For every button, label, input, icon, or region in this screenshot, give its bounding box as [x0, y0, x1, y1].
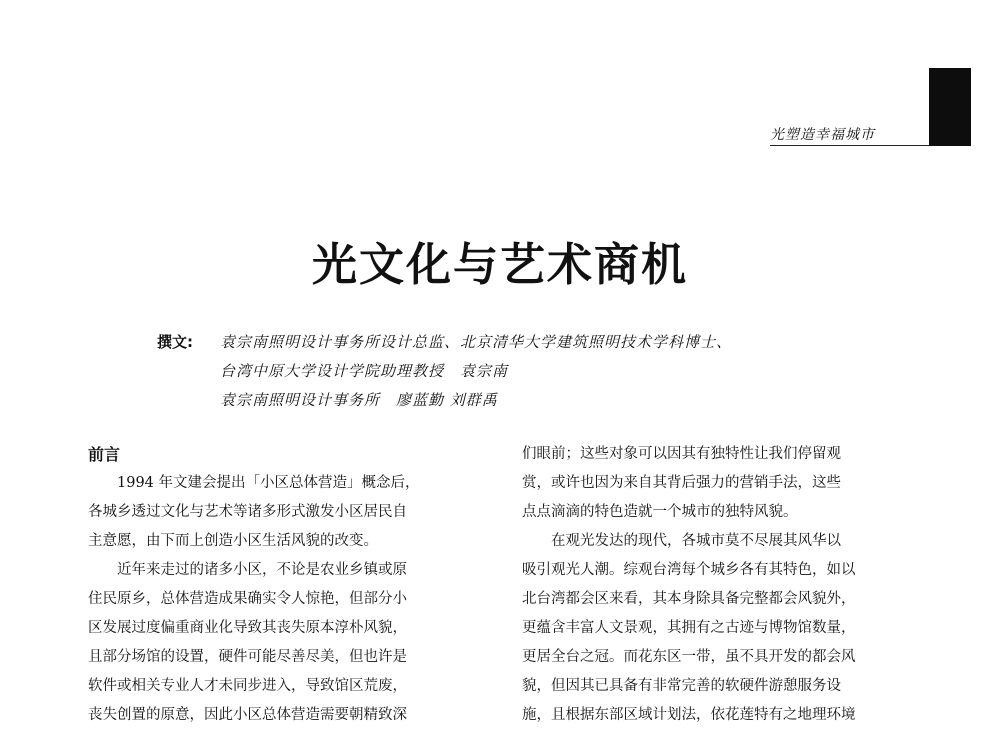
- article-title: 光文化与艺术商机: [311, 238, 688, 291]
- author-line-1: 袁宗南照明设计事务所设计总监、北京清华大学建筑照明技术学科博士、: [220, 333, 733, 351]
- body-line: 吸引观光人潮。综观台湾每个城乡各有其特色，如以: [522, 562, 856, 578]
- body-line: 貌，但因其已具备有非常完善的软硬件游憩服务设: [522, 678, 841, 694]
- body-line: 软件或相关专业人才未同步进入，导致馆区荒废，: [88, 678, 407, 694]
- body-line: 在观光发达的现代，各城市莫不尽展其风华以: [522, 533, 841, 549]
- body-line: 们眼前；这些对象可以因其有独特性让我们停留观: [522, 446, 841, 462]
- body-line: 各城乡透过文化与艺术等诸多形式激发小区居民自: [88, 504, 407, 520]
- body-line: 丧失创置的原意，因此小区总体营造需要朝精致深: [88, 707, 407, 723]
- body-line: 点点滴滴的特色造就一个城市的独特风貌。: [522, 504, 798, 520]
- running-header-title: 光塑造幸福城市: [770, 127, 875, 143]
- body-line: 更居全台之冠。而花东区一带，虽不具开发的都会风: [522, 649, 856, 665]
- section-heading: 前言: [88, 445, 121, 464]
- author-line-2: 台湾中原大学设计学院助理教授 袁宗南: [220, 362, 509, 380]
- author-label: 撰文:: [157, 333, 193, 351]
- header-rule: [770, 145, 930, 146]
- body-line: 近年来走过的诸多小区，不论是农业乡镇或原: [88, 562, 407, 578]
- body-line: 北台湾都会区来看，其本身除具备完整都会风貌外，: [522, 591, 856, 607]
- author-line-3: 袁宗南照明设计事务所 廖蓝勤 刘群禹: [220, 391, 498, 409]
- right-column: [522, 440, 927, 730]
- left-column: [88, 440, 498, 730]
- body-line: 住民原乡，总体营造成果确实令人惊艳，但部分小: [88, 591, 407, 607]
- body-line: 主意愿，由下而上创造小区生活风貌的改变。: [88, 533, 378, 549]
- body-line: 更蕴含丰富人文景观，其拥有之古迹与博物馆数量，: [522, 620, 856, 636]
- page-edge-tab: [929, 68, 971, 146]
- body-line: 赏，或许也因为来自其背后强力的营销手法，这些: [522, 475, 841, 491]
- body-line: 区发展过度偏重商业化导致其丧失原本淳朴风貌，: [88, 620, 407, 636]
- body-line: 且部分场馆的设置，硬件可能尽善尽美，但也许是: [88, 649, 407, 665]
- body-line: 1994 年文建会提出「小区总体营造」概念后，: [88, 475, 420, 491]
- body-line: 施，且根据东部区域计划法，依花莲特有之地理环境: [522, 707, 856, 723]
